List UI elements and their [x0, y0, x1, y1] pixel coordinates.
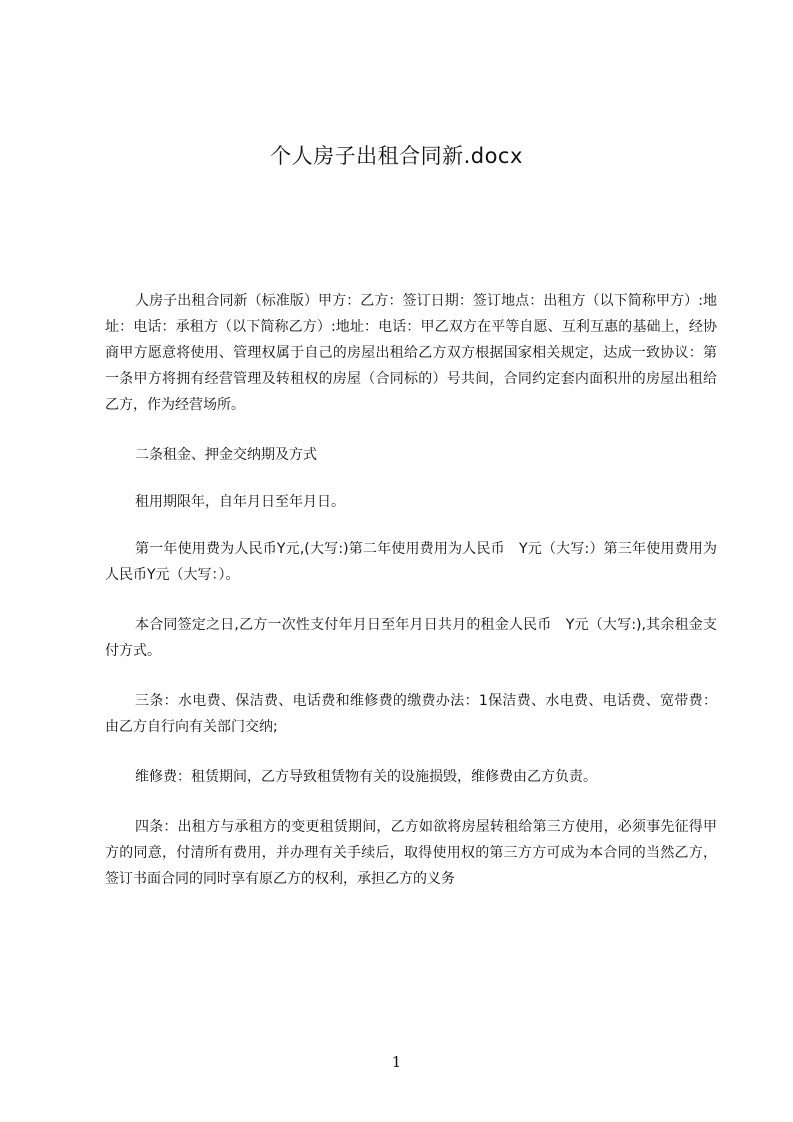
document-title: 个人房子出租合同新.docx	[270, 144, 523, 168]
paragraph-article-2-heading: 二条租金、押金交纳期及方式	[135, 447, 317, 463]
page-number: 1	[391, 1053, 402, 1071]
paragraph-article-4-sublease: 四条：出租方与承租方的变更租赁期间，乙方如欲将房屋转租给第三方使用，必须事先征得甲方的同意，付清所有费用，并办理有关手续后，取得使用权的第三方方可成为本合同的当然乙方，签订书面合同的同时享有原乙方的权利，承担乙方的义务	[105, 819, 717, 887]
paragraph-lease-term: 租用期限年，自年月日至年月日。	[135, 494, 345, 510]
paragraph-rent-payment: 本合同签定之日,乙方一次性支付年月日至年月日共月的租金人民币 Y元（大写:),其余租金支付方式。	[105, 617, 717, 659]
document-body	[105, 288, 717, 916]
paragraph-maintenance: 维修费：租赁期间，乙方导致租赁物有关的设施损毁，维修费由乙方负责。	[135, 769, 597, 785]
paragraph-intro: 人房子出租合同新（标准版）甲方：乙方：签订日期：签订地点：出租方（以下简称甲方）:地址：电话：承租方（以下简称乙方）:地址：电话：甲乙双方在平等自愿、互利互惠的基础上，经协商甲方愿意将使用、管理权属于自己的房屋出租给乙方双方根据国家相关规定，达成一致协议：第一条甲方将拥有经营管理及转租权的房屋（合同标的）号共间，合同约定套内面积卅的房屋出租给乙方，作为经营场所。	[105, 293, 717, 413]
paragraph-article-3-fees: 三条：水电费、保洁费、电话费和维修费的缴费办法：1保洁费、水电费、电话费、宽带费：由乙方自行向有关部门交纳;	[105, 693, 717, 735]
paragraph-annual-fees: 第一年使用费为人民币Y元,(大写:)第二年使用费用为人民币 Y元（大写:）第三年使用费用为人民币Y元（大写：）。	[105, 541, 717, 583]
